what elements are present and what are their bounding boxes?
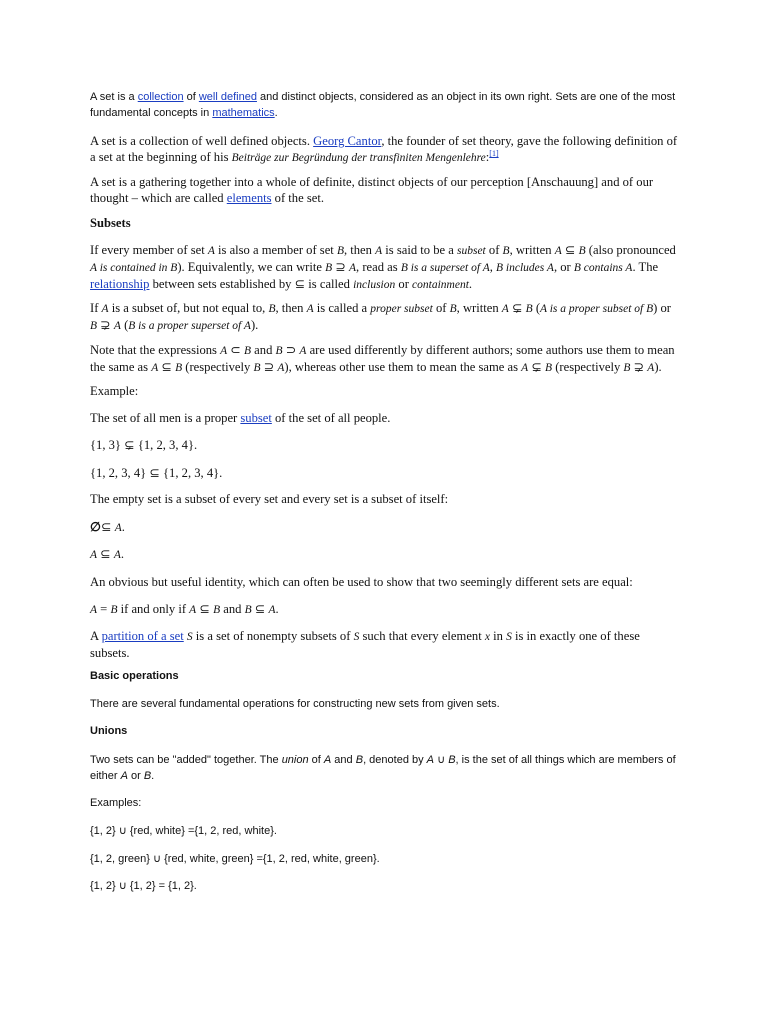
text: . xyxy=(274,106,278,119)
examples-label: Examples: xyxy=(90,797,142,809)
term: proper subset xyxy=(370,303,433,315)
text: A set is a gathering together into a whole of definite, distinct objects of our perception [Anschauung] and of our thought – which are called xyxy=(90,175,654,205)
text: ⊆ xyxy=(100,520,115,534)
math-var: x xyxy=(484,631,490,643)
term: B includes A xyxy=(496,262,554,274)
text: is a subset of, but not equal to, xyxy=(108,301,269,315)
text: . xyxy=(468,277,473,291)
text: or xyxy=(127,769,144,782)
math-var: B xyxy=(336,245,344,257)
book-title: Beiträge zur Begründung der transfiniten Mengenlehre xyxy=(231,152,486,164)
text: , then xyxy=(275,301,307,315)
math-var: B xyxy=(253,362,261,374)
math-var: S xyxy=(186,631,193,643)
term: subset xyxy=(457,245,486,257)
math-var: B xyxy=(623,362,631,374)
empty-subset-line xyxy=(90,519,680,536)
text: , or xyxy=(553,260,574,274)
text: of the set. xyxy=(271,191,324,205)
math-var: A xyxy=(220,345,228,357)
math-var: A xyxy=(207,245,215,257)
math-var: A xyxy=(323,754,332,766)
math-var: A xyxy=(521,362,529,374)
text: ⊆ xyxy=(158,360,176,374)
text: If xyxy=(90,301,102,315)
text: of xyxy=(485,243,503,257)
text: ⊆ xyxy=(561,243,579,257)
union-definition xyxy=(90,753,680,784)
union-example-1: {1, 2} ∪ {red, white} ={1, 2, red, white}. xyxy=(90,825,277,837)
text: ⊊ xyxy=(528,360,546,374)
georg-cantor-link[interactable]: Georg Cantor xyxy=(313,134,382,148)
partition-definition xyxy=(90,628,680,661)
math-var: A xyxy=(90,549,98,561)
term: B contains A xyxy=(573,262,633,274)
text: and distinct objects, considered as an object in its own right. Sets are one of the most fundamental concepts in xyxy=(90,91,676,119)
math-var: A xyxy=(151,362,159,374)
math-var: B xyxy=(525,303,533,315)
math-var: B xyxy=(110,604,118,616)
text: , written xyxy=(456,301,502,315)
math-var: B xyxy=(175,362,183,374)
text: . The xyxy=(632,260,659,274)
text: or xyxy=(395,277,413,291)
math-var: A xyxy=(113,320,121,332)
text: ⊇ xyxy=(260,360,278,374)
text: , then xyxy=(343,243,376,257)
text: ∪ xyxy=(434,754,449,766)
text: . xyxy=(121,520,125,534)
text: A set is a collection of well defined objects. xyxy=(90,134,314,148)
math-var: B xyxy=(449,303,457,315)
math-var: B xyxy=(325,262,333,274)
subset-definition xyxy=(90,242,680,293)
term: B is a superset of A xyxy=(400,262,490,274)
math-var: A xyxy=(114,522,122,534)
text: such that every element xyxy=(359,629,485,643)
basic-operations-heading: Basic operations xyxy=(90,670,179,682)
subset-link[interactable]: subset xyxy=(240,411,272,425)
notation-note xyxy=(90,342,680,376)
math-var: A xyxy=(120,769,128,782)
collection-link[interactable]: collection xyxy=(137,91,184,103)
text: ⊃ xyxy=(282,343,300,357)
text: = xyxy=(97,602,111,616)
text: of xyxy=(308,754,324,766)
citation-link[interactable]: [1] xyxy=(489,148,499,158)
self-subset-line xyxy=(90,546,680,563)
identity-line xyxy=(90,601,680,618)
text: . xyxy=(275,602,279,616)
text: (respectively xyxy=(182,360,254,374)
unions-heading: Unions xyxy=(90,725,128,737)
text: of the set of all people. xyxy=(271,411,391,425)
text: and xyxy=(331,754,356,766)
text: ), whereas other use them to mean the same as xyxy=(284,360,522,374)
text: if and only if xyxy=(117,602,190,616)
example-label: Example: xyxy=(90,384,139,398)
text: , is the set of all things which are members of either xyxy=(90,754,676,782)
proper-subset-definition xyxy=(90,300,680,334)
math-var: A xyxy=(306,303,314,315)
text: ⊂ xyxy=(227,343,244,357)
math-var: S xyxy=(353,631,360,643)
text: and xyxy=(251,343,276,357)
text: ⊋ xyxy=(97,318,114,332)
math-var: B xyxy=(578,245,586,257)
math-var: B xyxy=(448,754,456,766)
term: inclusion xyxy=(353,279,396,291)
math-var: A xyxy=(375,245,383,257)
intro-paragraph-1 xyxy=(90,90,680,121)
text: is also a member of set xyxy=(214,243,337,257)
cantor-quote xyxy=(90,174,680,206)
math-var: A xyxy=(90,604,98,616)
text: is in exactly one of these subsets. xyxy=(90,629,640,660)
text: ). Equivalently, we can write xyxy=(177,260,326,274)
math-var: B xyxy=(268,303,276,315)
text: of xyxy=(432,301,450,315)
partition-link[interactable]: partition of a set xyxy=(101,629,184,643)
math-var: A xyxy=(349,262,357,274)
union-example-2: {1, 2, green} ∪ {red, white, green} ={1, 2, red, white, green}. xyxy=(90,853,380,865)
empty-set-symbol: ∅ xyxy=(90,520,101,534)
text: Note that the expressions xyxy=(90,343,221,357)
text: If every member of set xyxy=(90,243,208,257)
text: (respectively xyxy=(552,360,624,374)
math-var: A xyxy=(268,604,276,616)
text: is a set of nonempty subsets of xyxy=(192,629,354,643)
text: , denoted by xyxy=(363,754,427,766)
math-var: B xyxy=(244,345,252,357)
example-proper-subset: {1, 3} ⊊ {1, 2, 3, 4}. xyxy=(90,438,198,452)
text: ). xyxy=(654,360,662,374)
math-var: B xyxy=(275,345,283,357)
text: is said to be a xyxy=(382,243,457,257)
relationship-link[interactable]: relationship xyxy=(90,277,150,291)
mathematics-link[interactable]: mathematics xyxy=(212,106,275,119)
text: are used differently by different authors; some authors use them to mean the same as xyxy=(90,343,675,374)
math-var: A xyxy=(647,362,655,374)
text: , written xyxy=(509,243,555,257)
text: ). xyxy=(250,318,259,332)
text: ⊋ xyxy=(630,360,648,374)
term: A is a proper subset of B xyxy=(540,303,654,315)
example-men xyxy=(90,410,680,426)
intro-paragraph-2 xyxy=(90,133,680,166)
term: A is contained in B xyxy=(90,262,178,274)
example-subset: {1, 2, 3, 4} ⊆ {1, 2, 3, 4}. xyxy=(90,466,223,480)
text: The set of all men is a proper xyxy=(90,411,241,425)
text: ⊆ xyxy=(97,547,114,561)
text: ⊆ xyxy=(251,602,269,616)
well-defined-link[interactable]: well defined xyxy=(198,91,257,103)
math-var: A xyxy=(277,362,285,374)
text: ⊊ xyxy=(508,301,526,315)
text: A set is a xyxy=(90,91,138,103)
text: of xyxy=(183,91,199,103)
basic-operations-text: There are several fundamental operations for constructing new sets from given sets. xyxy=(90,698,500,710)
text: Two sets can be "added" together. The xyxy=(90,754,282,766)
math-var: B xyxy=(545,362,553,374)
math-var: A xyxy=(501,303,509,315)
math-var: A xyxy=(426,754,435,766)
text: ⊇ xyxy=(332,260,350,274)
text: ⊆ xyxy=(196,602,214,616)
text: ( xyxy=(532,301,541,315)
math-var: B xyxy=(90,320,98,332)
term: B is a proper superset of A xyxy=(128,320,251,332)
text: in xyxy=(489,629,507,643)
text: ) or xyxy=(653,301,671,315)
text: , xyxy=(489,260,497,274)
text: . xyxy=(151,769,155,782)
text: is called a xyxy=(313,301,371,315)
term: containment xyxy=(412,279,469,291)
math-var: B xyxy=(213,604,221,616)
text: , the founder of set theory, gave the following definition of a set at the beginning of his xyxy=(90,134,678,164)
text: (also pronounced xyxy=(585,243,676,257)
union-example-3: {1, 2} ∪ {1, 2} = {1, 2}. xyxy=(90,880,197,892)
math-var: B xyxy=(502,245,510,257)
math-var: A xyxy=(299,345,307,357)
math-var: A xyxy=(554,245,562,257)
math-var: A xyxy=(101,303,109,315)
text: between sets established by ⊆ is called xyxy=(149,277,354,291)
elements-link[interactable]: elements xyxy=(226,191,272,205)
subsets-heading: Subsets xyxy=(90,216,131,230)
text: , read as xyxy=(356,260,401,274)
math-var: B xyxy=(355,754,364,766)
math-var: A xyxy=(113,549,121,561)
text: . xyxy=(120,547,125,561)
math-var: S xyxy=(506,631,512,643)
text: : xyxy=(485,150,490,164)
math-var: A xyxy=(189,604,197,616)
text: and xyxy=(220,602,245,616)
text: A xyxy=(90,629,102,643)
math-var: B xyxy=(244,604,252,616)
empty-set-text: The empty set is a subset of every set and every set is a subset of itself: xyxy=(90,492,449,506)
math-var: B xyxy=(143,769,152,782)
term: union xyxy=(281,754,309,766)
identity-text: An obvious but useful identity, which can often be used to show that two seemingly different sets are equal: xyxy=(90,575,633,589)
text: ( xyxy=(120,318,129,332)
